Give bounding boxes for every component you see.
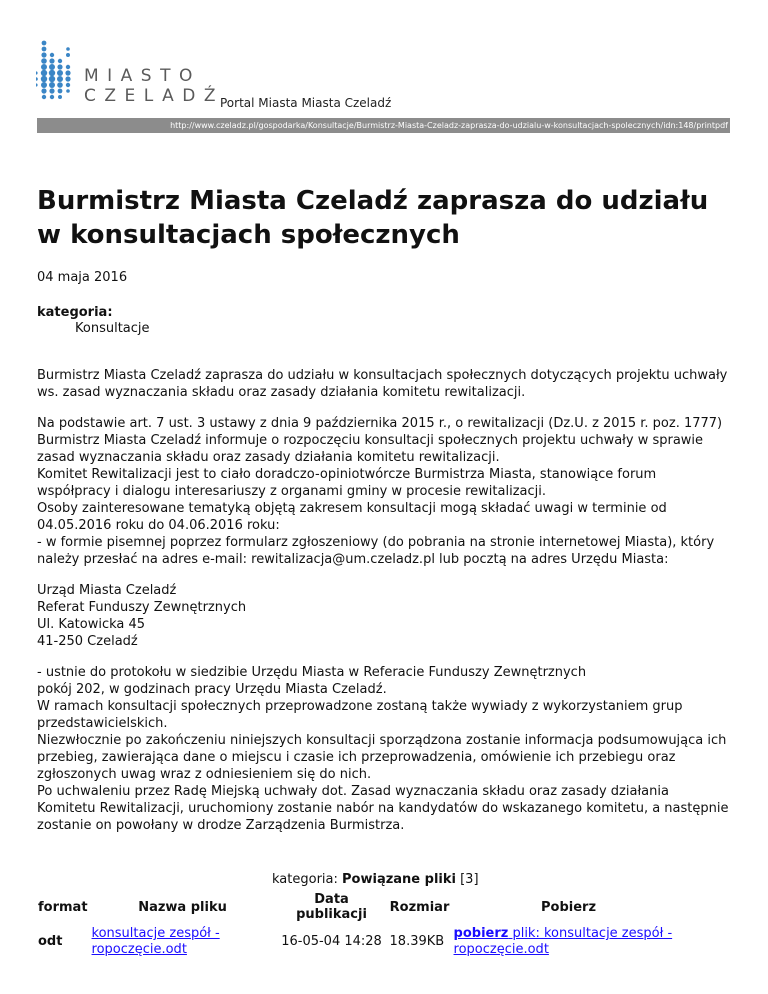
caption-count: [3] — [455, 872, 479, 887]
portal-name: Portal Miasta Miasta Czeladź — [220, 96, 392, 110]
paragraph-line: Po uchwaleniu przez Radę Miejską uchwały dot. Zasad wyznaczania składu oraz zasady działania Komitetu Rewitalizacji, uruchomiony zostanie nabór na kandydatów do wskazanego komitetu, a następnie zostanie on powołany w drodze Zarządzenia Burmistrza. — [37, 784, 729, 833]
file-name-link[interactable]: konsultacje zespół - ropoczęcie.odt — [91, 926, 220, 957]
address-line: Referat Funduszy Zewnętrznych — [37, 600, 247, 615]
procedure-paragraph — [37, 664, 731, 834]
paragraph-line: - ustnie do protokołu w siedzibie Urzędu Miasta w Referacie Funduszy Zewnętrznych — [37, 665, 587, 680]
address-line: Ul. Katowicka 45 — [37, 617, 146, 632]
paragraph-line: Komitet Rewitalizacji jest to ciało doradczo-opiniotwórcze Burmistrza Miasta, stanowiące forum współpracy i dialogu interesariuszy z organami gminy w procesie rewitalizacji. — [37, 467, 657, 499]
category-value: Konsultacje — [75, 321, 150, 336]
paragraph-line: W ramach konsultacji społecznych przeprowadzone zostaną także wywiady z wykorzystaniem grup przedstawicielskich. — [37, 699, 683, 731]
paragraph-line: Osoby zainteresowane tematyką objętą zakresem konsultacji mogą składać uwagi w terminie od 04.05.2016 roku do 04.06.2016 roku: — [37, 501, 667, 533]
logo-line-1: MIASTO — [84, 66, 201, 86]
caption-title: Powiązane pliki — [342, 872, 456, 887]
file-format: odt — [38, 934, 63, 949]
paragraph-line: Niezwłocznie po zakończeniu niniejszych konsultacji sporządzona zostanie informacja podsumowująca ich przebieg, zawierająca dane o miejscu i czasie ich przeprowadzenia, omówienie ich przebiegu oraz zgłoszonych uwag wraz z odniesieniem się do nich. — [37, 733, 727, 782]
publication-date: 04 maja 2016 — [37, 270, 128, 285]
intro-paragraph: Burmistrz Miasta Czeladź zaprasza do udziału w konsultacjach społecznych dotyczących projektu uchwały ws. zasad wyznaczania składu oraz zasady działania komitetu rewitalizacji. — [37, 368, 728, 400]
logo-line-2: CZELADŹ — [84, 86, 224, 106]
paragraph-line: pokój 202, w godzinach pracy Urzędu Miasta Czeladź. — [37, 682, 387, 697]
office-address — [37, 582, 731, 650]
logo-wordmark — [84, 66, 224, 106]
page-title: Burmistrz Miasta Czeladź zaprasza do udziału w konsultacjach społecznych — [37, 186, 709, 250]
file-size: 18.39KB — [389, 934, 445, 949]
related-files-caption — [272, 872, 479, 887]
download-link-text: plik: konsultacje zespół - ropoczęcie.odt — [453, 926, 673, 957]
paragraph-line: - w formie pisemnej poprzez formularz zgłoszeniowy (do pobrania na stronie internetowej Miasta), który należy przesłać na adres e-mail: rewitalizacja@um.czeladz.pl lub pocztą na adres Urzędu Miasta: — [37, 535, 715, 567]
table-row — [36, 924, 686, 960]
download-link-bold: pobierz — [453, 926, 509, 941]
city-logo-icon — [36, 38, 76, 104]
column-header-format: format — [38, 899, 88, 915]
column-header-size: Rozmiar — [389, 899, 450, 915]
address-line: 41-250 Czeladź — [37, 634, 138, 649]
address-line: Urząd Miasta Czeladź — [37, 583, 177, 598]
paragraph-line: Na podstawie art. 7 ust. 3 ustawy z dnia 9 października 2015 r., o rewitalizacji (Dz.U. z 2015 r. poz. 1777) Burmistrz Miasta Czeladź informuje o rozpoczęciu konsultacji społecznych projektu uchwały w sprawie zasad wyznaczania składu oraz zasady działania komitetu rewitalizacji. — [37, 416, 723, 465]
column-header-download: Pobierz — [541, 899, 597, 915]
url-bar: http://www.czeladz.pl/gospodarka/Konsultacje/Burmistrz-Miasta-Czeladz-zaprasza-do-udzialu-w-konsultacjach-spolecznych/idn:148/printpdf — [37, 118, 730, 133]
table-header-row — [36, 890, 686, 924]
file-date: 16-05-04 14:28 — [281, 934, 382, 949]
legal-basis-paragraph — [37, 415, 731, 568]
column-header-date: Data publikacji — [296, 892, 367, 922]
article — [37, 184, 731, 834]
download-link[interactable] — [454, 926, 673, 957]
page-header — [36, 38, 736, 108]
category-label: kategoria: — [37, 305, 113, 320]
caption-prefix: kategoria: — [272, 872, 343, 887]
related-files-table — [36, 890, 686, 960]
column-header-name: Nazwa pliku — [138, 899, 227, 915]
